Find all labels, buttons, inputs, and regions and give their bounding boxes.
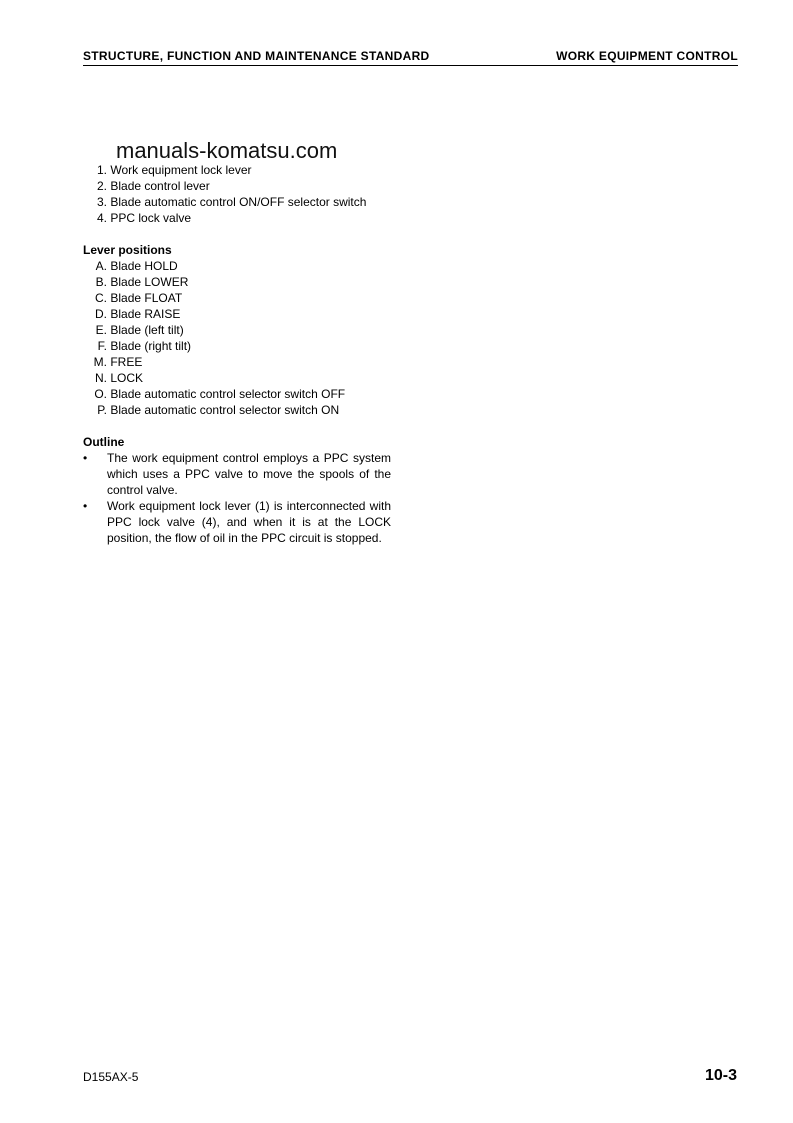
content-column: [83, 162, 393, 546]
list-item: P. Blade automatic control selector switch ON: [97, 403, 340, 417]
parts-list: [83, 162, 393, 226]
list-item: [83, 498, 393, 546]
list-item: 1. Work equipment lock lever: [96, 163, 252, 177]
footer-model: D155AX-5: [83, 1070, 139, 1084]
watermark-text: manuals-komatsu.com: [116, 138, 338, 163]
list-item: D. Blade RAISE: [95, 307, 181, 321]
outline-list: [83, 450, 393, 546]
page-header: [83, 47, 738, 66]
bullet-icon: •: [83, 451, 88, 465]
list-item: M. FREE: [93, 355, 143, 369]
lever-positions-heading: Lever positions: [83, 243, 172, 257]
list-item: 4. PPC lock valve: [96, 211, 192, 225]
lever-positions-list: [83, 258, 393, 418]
outline-text: Work equipment lock lever (1) is interconnected with PPC lock valve (4), and when it is at the LOCK position, the flow of oil in the PPC circuit is stopped.: [107, 499, 391, 545]
list-item: [83, 450, 393, 498]
header-chapter-title: WORK EQUIPMENT CONTROL: [556, 49, 738, 63]
header-section-title: STRUCTURE, FUNCTION AND MAINTENANCE STANDARD: [83, 49, 430, 63]
list-item: E. Blade (left tilt): [95, 323, 184, 337]
bullet-icon: •: [83, 499, 88, 513]
list-item: B. Blade LOWER: [95, 275, 189, 289]
list-item: N. LOCK: [95, 371, 144, 385]
outline-text: The work equipment control employs a PPC system which uses a PPC valve to move the spools of the control valve.: [107, 451, 391, 497]
outline-heading: Outline: [83, 435, 125, 449]
list-item: 2. Blade control lever: [96, 179, 210, 193]
list-item: C. Blade FLOAT: [95, 291, 183, 305]
list-item: 3. Blade automatic control ON/OFF selector switch: [96, 195, 367, 209]
list-item: F. Blade (right tilt): [97, 339, 192, 353]
list-item: O. Blade automatic control selector switch OFF: [94, 387, 346, 401]
page-number: 10-3: [704, 1067, 737, 1084]
list-item: A. Blade HOLD: [95, 259, 178, 273]
